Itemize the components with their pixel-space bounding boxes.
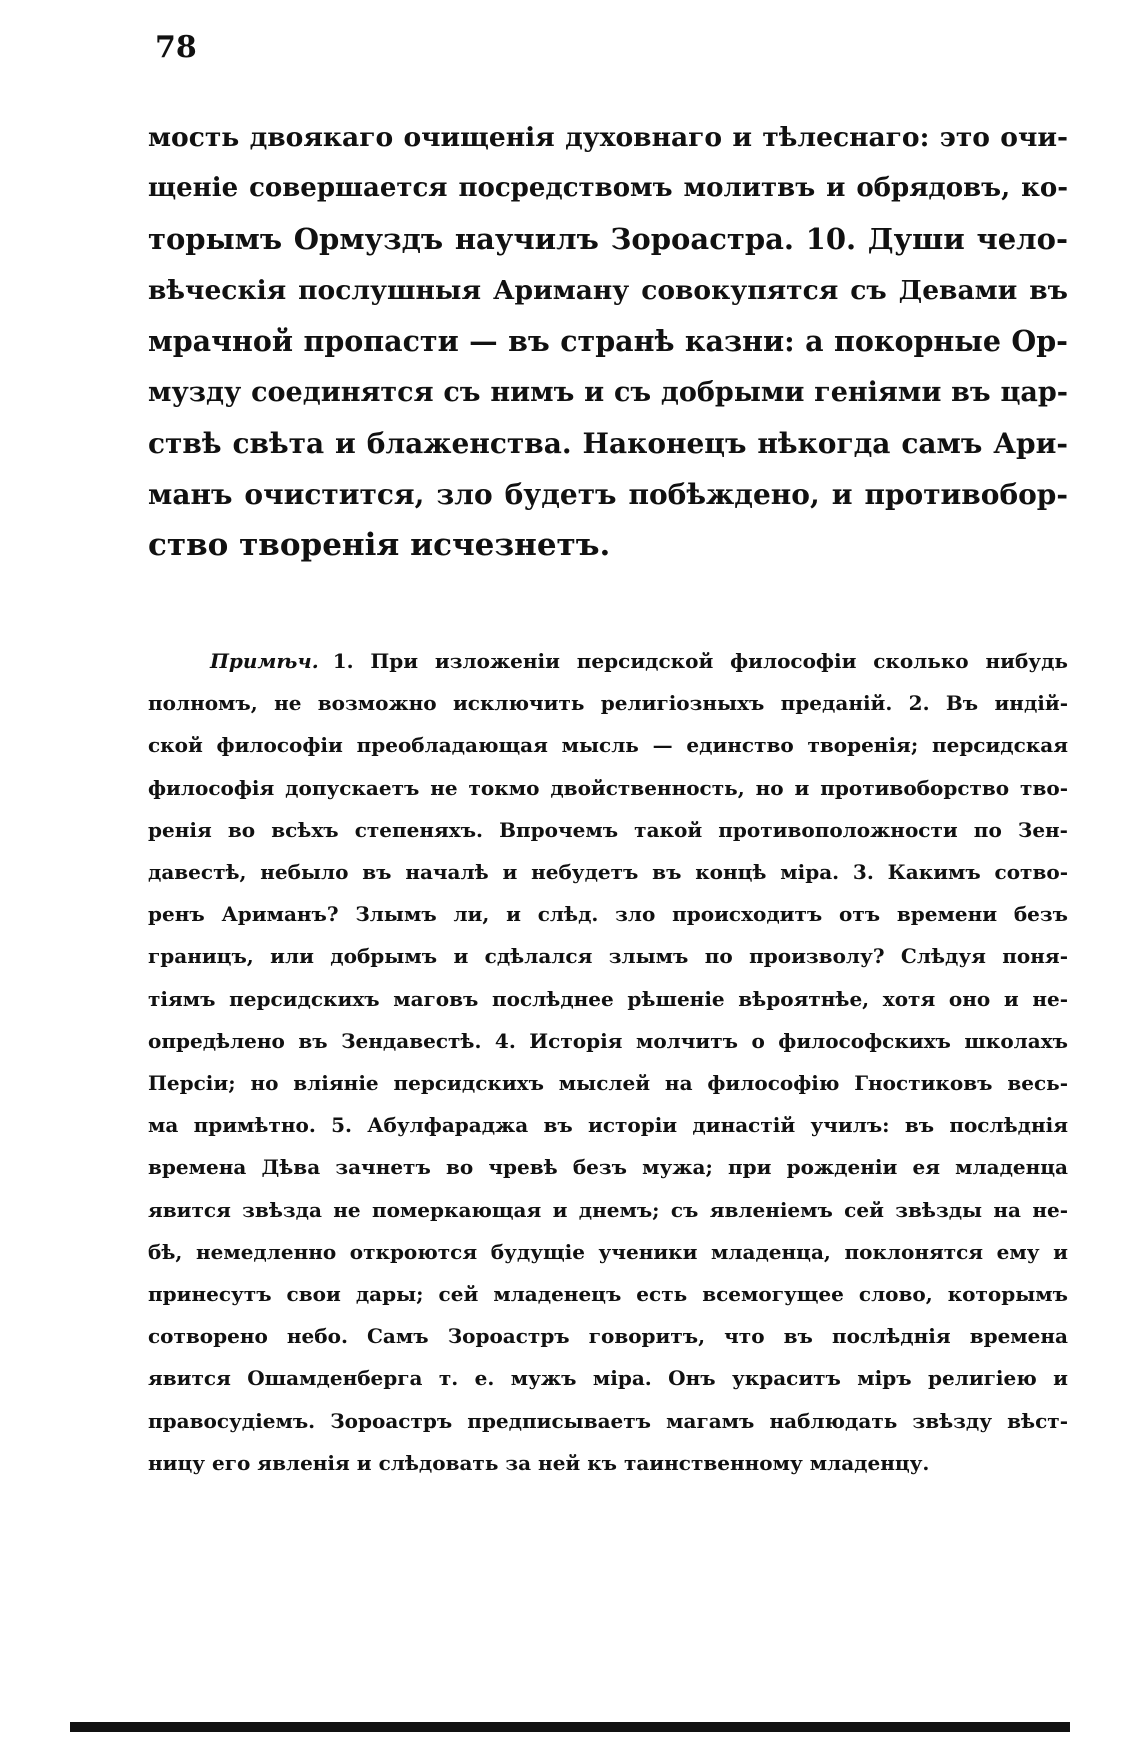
main-text-line: щеніе совершается посредствомъ молитвъ и обрядовъ, ко- bbox=[148, 173, 1068, 203]
footnote-line: ренъ Ариманъ? Злымъ ли, и слѣд. зло происходитъ отъ времени безъ bbox=[148, 902, 1068, 927]
footnote-line: ма примѣтно. 5. Абулфараджа въ исторіи династій училъ: въ послѣднія bbox=[148, 1113, 1068, 1138]
footnote-line-text: 1. При изложеніи персидской философіи сколько нибудь bbox=[332, 649, 1068, 673]
main-text-line: торымъ Ормуздъ научилъ Зороастра. 10. Души чело- bbox=[148, 222, 1068, 256]
main-text-line: мость двоякаго очищенія духовнаго и тѣлеснаго: это очи- bbox=[148, 122, 1068, 153]
notes-label: Примѣч. bbox=[210, 649, 319, 673]
footnote-line: явится звѣзда не померкающая и днемъ; съ явленіемъ сей звѣзды на не- bbox=[148, 1197, 1068, 1222]
footnote-line: явится Ошамденберга т. е. мужъ міра. Онъ украситъ міръ религіею и bbox=[148, 1366, 1068, 1391]
footnote-line: полномъ, не возможно исключить религіозныхъ преданій. 2. Въ индій- bbox=[148, 691, 1068, 716]
main-text-line: ствѣ свѣта и блаженства. Наконецъ нѣкогда самъ Ари- bbox=[148, 427, 1068, 460]
footnote-line bbox=[148, 640, 1068, 682]
footnote-line: ской философіи преобладающая мысль — единство творенія; персидская bbox=[148, 733, 1068, 758]
footnote-line: опредѣлено въ Зендавестѣ. 4. Исторія молчитъ о философскихъ школахъ bbox=[148, 1028, 1068, 1053]
main-text-line: музду соединятся съ нимъ и съ добрыми геніями въ цар- bbox=[148, 377, 1068, 408]
main-text-line: ство творенія исчезнетъ. bbox=[148, 527, 611, 563]
footnote-line: бѣ, немедленно откроются будущіе ученики младенца, поклонятся ему и bbox=[148, 1239, 1068, 1264]
bottom-rule bbox=[70, 1722, 1070, 1732]
main-text-line: вѣческія послушныя Ариману совокупятся съ Девами въ bbox=[148, 275, 1068, 306]
footnote-line: принесутъ свои дары; сей младенецъ есть всемогущее слово, которымъ bbox=[148, 1282, 1068, 1307]
footnote-line: Персіи; но вліяніе персидскихъ мыслей на философію Гностиковъ весь- bbox=[148, 1071, 1068, 1096]
main-text-line: мрачной пропасти — въ странѣ казни: а покорные Ор- bbox=[148, 324, 1068, 358]
footnote-line: ницу его явленія и слѣдовать за ней къ таинственному младенцу. bbox=[148, 1450, 930, 1475]
page-number: 78 bbox=[155, 30, 197, 65]
main-text-line: манъ очистится, зло будетъ побѣждено, и противобор- bbox=[148, 478, 1068, 511]
footnote-line: ренія во всѣхъ степеняхъ. Впрочемъ такой противоположности по Зен- bbox=[148, 817, 1068, 842]
footnote-line: философія допускаетъ не токмо двойственность, но и противоборство тво- bbox=[148, 775, 1068, 800]
footnotes bbox=[148, 640, 1068, 1484]
footnote-line: правосудіемъ. Зороастръ предписываетъ магамъ наблюдать звѣзду вѣст- bbox=[148, 1408, 1068, 1433]
footnote-line: давестѣ, небыло въ началѣ и небудетъ въ концѣ міра. 3. Какимъ сотво- bbox=[148, 860, 1068, 885]
footnote-line: времена Дѣва зачнетъ во чревѣ безъ мужа; при рожденіи ея младенца bbox=[148, 1155, 1068, 1180]
footnote-line: сотворено небо. Самъ Зороастръ говоритъ, что въ послѣднія времена bbox=[148, 1324, 1068, 1349]
footnote-line: тіямъ персидскихъ маговъ послѣднее рѣшеніе вѣроятнѣе, хотя оно и не- bbox=[148, 986, 1068, 1011]
main-text bbox=[148, 112, 1068, 571]
footnote-line: границъ, или добрымъ и сдѣлался злымъ по произволу? Слѣдуя поня- bbox=[148, 944, 1068, 969]
